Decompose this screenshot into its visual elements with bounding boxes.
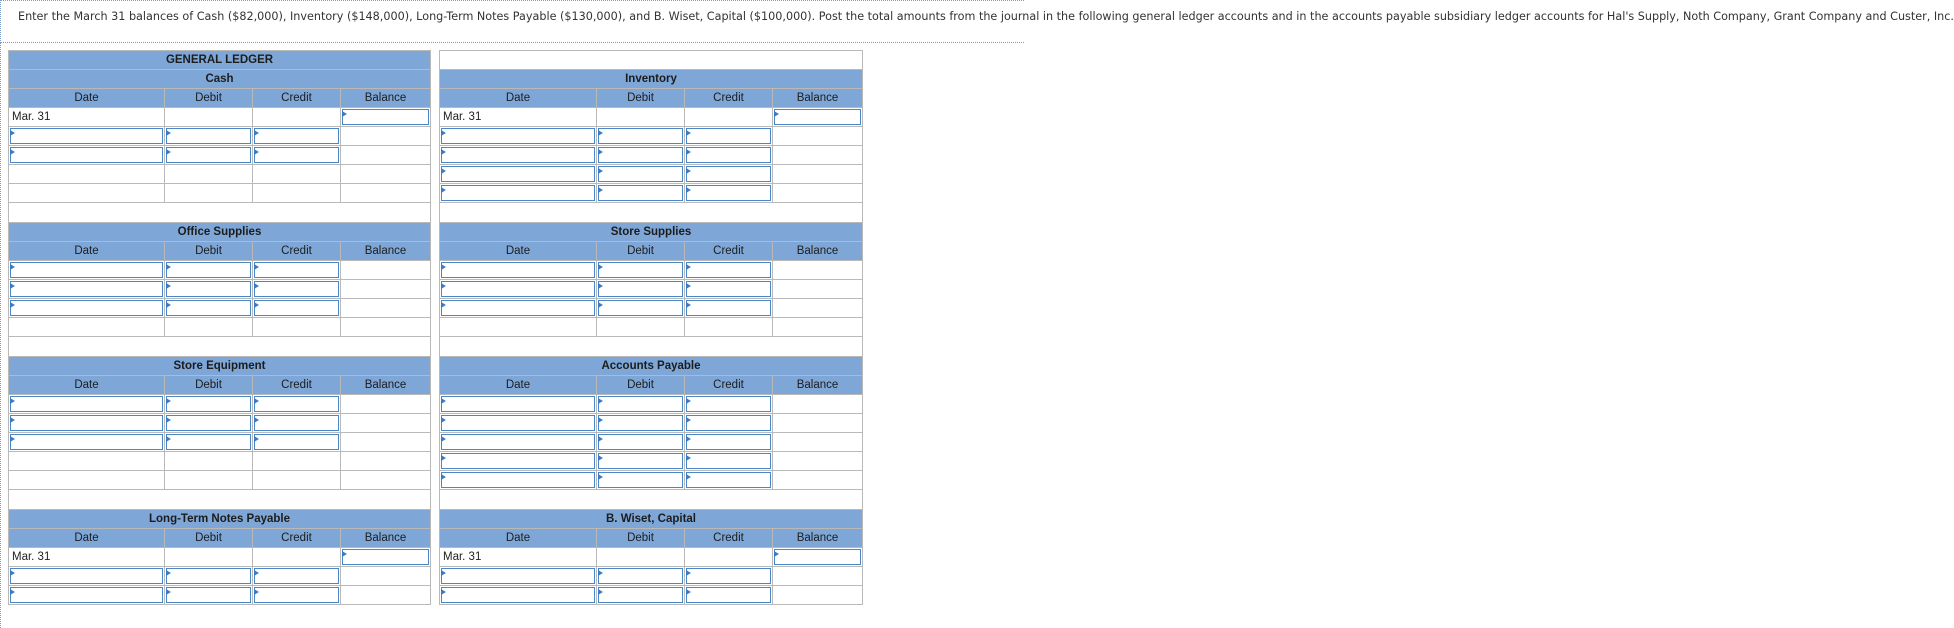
date-input[interactable] (9, 395, 165, 414)
section-gap (9, 203, 431, 223)
balance-cell (773, 261, 863, 280)
column-header-balance: Balance (341, 529, 431, 548)
debit-input[interactable] (597, 586, 685, 605)
ledger-row (9, 433, 431, 452)
date-input[interactable] (440, 280, 597, 299)
balance-cell (341, 261, 431, 280)
credit-input[interactable] (685, 184, 773, 203)
ledger-row (9, 567, 431, 586)
debit-input[interactable] (165, 586, 253, 605)
debit-input[interactable] (597, 567, 685, 586)
debit-input[interactable] (597, 184, 685, 203)
date-input[interactable] (9, 433, 165, 452)
date-input[interactable] (9, 280, 165, 299)
credit-input[interactable] (685, 146, 773, 165)
account-title-cash: Cash (9, 70, 431, 89)
ledger-row (440, 395, 863, 414)
column-header-credit: Credit (685, 529, 773, 548)
ledger-row (9, 452, 431, 471)
debit-cell (597, 548, 685, 567)
ledger-row (440, 471, 863, 490)
credit-input[interactable] (685, 395, 773, 414)
debit-cell (165, 108, 253, 127)
ledger-row (440, 414, 863, 433)
column-header-date: Date (9, 89, 165, 108)
balance-cell (773, 127, 863, 146)
credit-input[interactable] (685, 433, 773, 452)
column-header-balance: Balance (773, 89, 863, 108)
debit-input[interactable] (165, 414, 253, 433)
instructions-text: Enter the March 31 balances of Cash ($82,000), Inventory ($148,000), Long-Term Notes Payable ($130,000), and B. Wiset, Capital ($100,000). Post the total amounts from the journal in the following general ledger accounts and in the accounts payable subsidiary ledger accounts for Hal's Supply, Noth Company, Grant Company and Custer, Inc. (0, 0, 1024, 43)
credit-input[interactable] (253, 261, 341, 280)
debit-input[interactable] (597, 414, 685, 433)
date-cell: Mar. 31 (9, 548, 165, 567)
credit-cell (253, 548, 341, 567)
ledger-row (9, 184, 431, 203)
balance-cell (773, 165, 863, 184)
credit-input[interactable] (685, 586, 773, 605)
balance-input[interactable] (773, 108, 863, 127)
date-cell: Mar. 31 (440, 108, 597, 127)
debit-input[interactable] (165, 146, 253, 165)
date-input[interactable] (440, 299, 597, 318)
column-header-date: Date (9, 529, 165, 548)
column-header-date: Date (440, 89, 597, 108)
balance-cell (773, 471, 863, 490)
date-input[interactable] (440, 471, 597, 490)
balance-cell (341, 567, 431, 586)
credit-input[interactable] (685, 165, 773, 184)
date-input[interactable] (440, 146, 597, 165)
date-input[interactable] (440, 414, 597, 433)
ledger-row (9, 127, 431, 146)
ledger-row (440, 548, 863, 567)
credit-input[interactable] (685, 280, 773, 299)
section-gap (9, 337, 431, 357)
credit-input[interactable] (685, 452, 773, 471)
account-title-inventory: Inventory (440, 70, 863, 89)
debit-input[interactable] (597, 146, 685, 165)
credit-cell (685, 548, 773, 567)
debit-input[interactable] (597, 395, 685, 414)
credit-input[interactable] (253, 567, 341, 586)
account-title-office-supplies: Office Supplies (9, 223, 431, 242)
credit-input[interactable] (685, 261, 773, 280)
credit-input[interactable] (253, 146, 341, 165)
date-input[interactable] (440, 184, 597, 203)
ledger-row (440, 127, 863, 146)
blank-title-row (440, 51, 863, 70)
debit-input[interactable] (597, 452, 685, 471)
column-header-date: Date (9, 376, 165, 395)
ledger-row (440, 452, 863, 471)
balance-cell (341, 586, 431, 605)
credit-input[interactable] (685, 127, 773, 146)
ledger-row (9, 165, 431, 184)
ledger-row (9, 280, 431, 299)
balance-cell (341, 299, 431, 318)
balance-cell (341, 414, 431, 433)
ledger-title: GENERAL LEDGER (9, 51, 431, 70)
credit-input[interactable] (253, 586, 341, 605)
column-header-balance: Balance (341, 376, 431, 395)
credit-input[interactable] (685, 299, 773, 318)
column-header-credit: Credit (685, 376, 773, 395)
column-header-debit: Debit (597, 242, 685, 261)
balance-cell (773, 299, 863, 318)
column-header-balance: Balance (341, 242, 431, 261)
column-header-credit: Credit (685, 89, 773, 108)
column-header-credit: Credit (253, 376, 341, 395)
balance-input[interactable] (341, 108, 431, 127)
date-input[interactable] (9, 414, 165, 433)
column-header-debit: Debit (597, 89, 685, 108)
section-gap (440, 490, 863, 510)
debit-input[interactable] (165, 567, 253, 586)
account-title-accounts-payable: Accounts Payable (440, 357, 863, 376)
ledger-row (9, 261, 431, 280)
balance-cell (341, 433, 431, 452)
date-input[interactable] (440, 567, 597, 586)
section-gap (440, 203, 863, 223)
ledger-row (9, 395, 431, 414)
date-input[interactable] (440, 261, 597, 280)
debit-input[interactable] (597, 433, 685, 452)
date-input[interactable] (9, 299, 165, 318)
date-input[interactable] (9, 127, 165, 146)
credit-cell (253, 108, 341, 127)
account-title-long-term-notes-payable: Long-Term Notes Payable (9, 510, 431, 529)
ledger-row (9, 299, 431, 318)
ledger-row (440, 184, 863, 203)
column-header-debit: Debit (597, 529, 685, 548)
date-input[interactable] (9, 567, 165, 586)
balance-cell (341, 146, 431, 165)
column-header-balance: Balance (773, 376, 863, 395)
debit-input[interactable] (165, 433, 253, 452)
balance-input[interactable] (341, 548, 431, 567)
debit-input[interactable] (597, 165, 685, 184)
debit-input[interactable] (165, 280, 253, 299)
credit-input[interactable] (253, 414, 341, 433)
column-header-date: Date (440, 376, 597, 395)
ledger-row (440, 165, 863, 184)
left-border (0, 43, 1, 628)
debit-input[interactable] (597, 127, 685, 146)
account-title-store-supplies: Store Supplies (440, 223, 863, 242)
ledger-row (440, 108, 863, 127)
date-input[interactable] (440, 433, 597, 452)
credit-input[interactable] (253, 433, 341, 452)
column-header-balance: Balance (341, 89, 431, 108)
column-header-date: Date (9, 242, 165, 261)
balance-cell (341, 127, 431, 146)
credit-input[interactable] (685, 567, 773, 586)
debit-cell (165, 548, 253, 567)
ledger-row (9, 108, 431, 127)
general-ledger-left (8, 50, 431, 605)
ledger-row (440, 318, 863, 337)
balance-cell (341, 395, 431, 414)
credit-input[interactable] (685, 471, 773, 490)
balance-cell (773, 184, 863, 203)
balance-cell (773, 586, 863, 605)
balance-cell (773, 280, 863, 299)
account-title-wiset-capital: B. Wiset, Capital (440, 510, 863, 529)
date-cell: Mar. 31 (440, 548, 597, 567)
section-gap (9, 490, 431, 510)
balance-cell (773, 567, 863, 586)
credit-input[interactable] (253, 299, 341, 318)
balance-cell (773, 146, 863, 165)
ledger-row (440, 567, 863, 586)
column-header-credit: Credit (685, 242, 773, 261)
ledger-row (440, 433, 863, 452)
general-ledger-right (439, 50, 863, 605)
column-header-debit: Debit (597, 376, 685, 395)
column-header-debit: Debit (165, 242, 253, 261)
debit-input[interactable] (165, 299, 253, 318)
ledger-row (440, 146, 863, 165)
ledger-row (9, 471, 431, 490)
column-header-date: Date (440, 242, 597, 261)
credit-input[interactable] (685, 414, 773, 433)
debit-input[interactable] (597, 299, 685, 318)
debit-input[interactable] (165, 127, 253, 146)
balance-cell (773, 395, 863, 414)
debit-input[interactable] (165, 395, 253, 414)
date-cell: Mar. 31 (9, 108, 165, 127)
column-header-balance: Balance (773, 242, 863, 261)
ledger-row (9, 146, 431, 165)
ledger-row (440, 299, 863, 318)
ledger-row (440, 586, 863, 605)
column-header-credit: Credit (253, 89, 341, 108)
column-header-balance: Balance (773, 529, 863, 548)
date-input[interactable] (440, 586, 597, 605)
column-header-debit: Debit (165, 376, 253, 395)
date-input[interactable] (440, 127, 597, 146)
column-header-debit: Debit (165, 529, 253, 548)
date-input[interactable] (9, 261, 165, 280)
debit-input[interactable] (597, 261, 685, 280)
debit-input[interactable] (597, 471, 685, 490)
date-input[interactable] (9, 146, 165, 165)
column-header-credit: Credit (253, 242, 341, 261)
balance-cell (773, 452, 863, 471)
ledger-row (440, 280, 863, 299)
column-header-credit: Credit (253, 529, 341, 548)
date-input[interactable] (440, 165, 597, 184)
credit-input[interactable] (253, 127, 341, 146)
debit-input[interactable] (597, 280, 685, 299)
balance-cell (773, 414, 863, 433)
column-header-date: Date (440, 529, 597, 548)
credit-input[interactable] (253, 280, 341, 299)
balance-cell (341, 280, 431, 299)
ledger-row (9, 414, 431, 433)
column-header-debit: Debit (165, 89, 253, 108)
ledger-row (9, 548, 431, 567)
debit-input[interactable] (165, 261, 253, 280)
balance-cell (773, 433, 863, 452)
ledger-row (9, 318, 431, 337)
credit-input[interactable] (253, 395, 341, 414)
date-input[interactable] (440, 395, 597, 414)
balance-input[interactable] (773, 548, 863, 567)
section-gap (440, 337, 863, 357)
account-title-store-equipment: Store Equipment (9, 357, 431, 376)
date-input[interactable] (9, 586, 165, 605)
ledger-row (440, 261, 863, 280)
credit-cell (685, 108, 773, 127)
debit-cell (597, 108, 685, 127)
ledger-row (9, 586, 431, 605)
date-input[interactable] (440, 452, 597, 471)
